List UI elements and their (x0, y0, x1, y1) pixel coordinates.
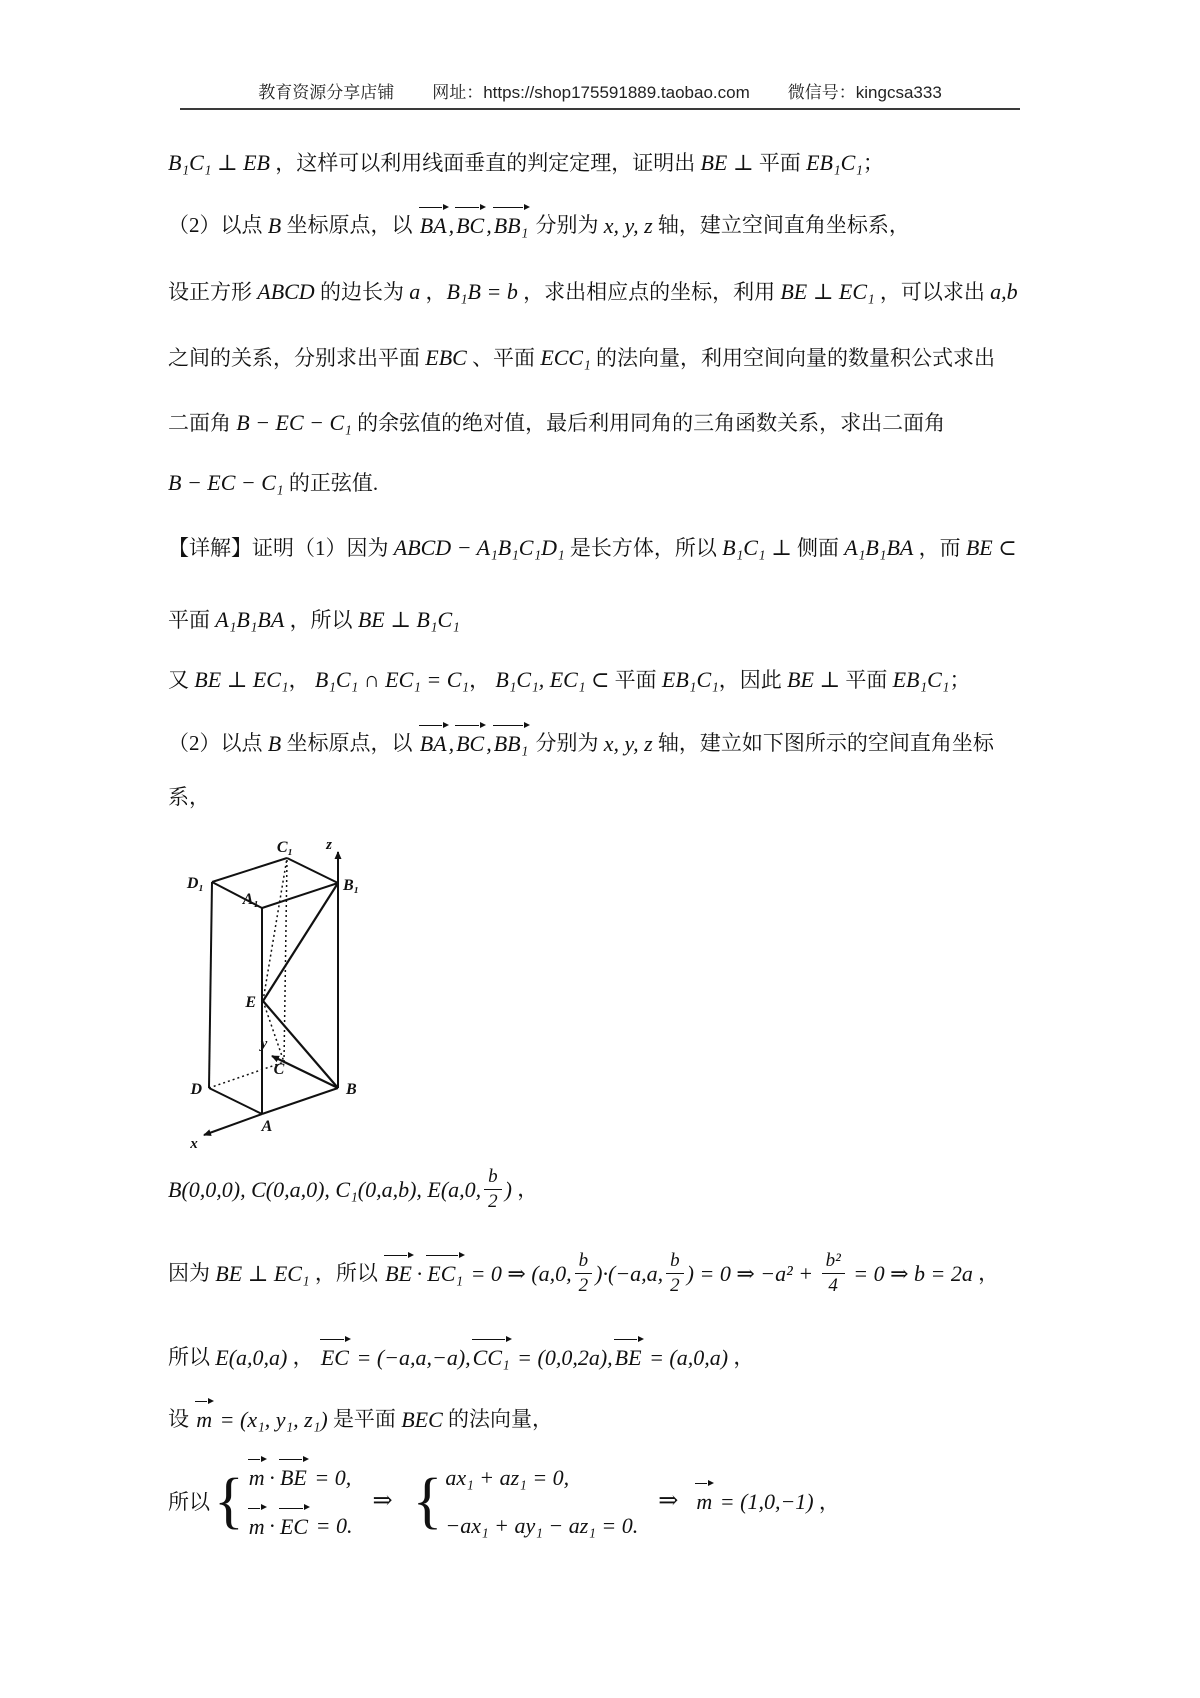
math-run: BE ⊥ EC₁ (780, 279, 875, 304)
math-run: BE ⊂ (965, 535, 1017, 560)
edge-c1b1 (287, 858, 338, 883)
math-run: a (409, 279, 421, 304)
text-run: ， (813, 1489, 840, 1514)
fraction-numerator: b (484, 1166, 502, 1190)
fraction-denominator: 2 (488, 1190, 498, 1212)
text-run: ； (949, 667, 971, 692)
fraction-numerator: b (666, 1250, 684, 1274)
text-run: 的边长为 (314, 279, 410, 304)
vector-ba: BA (420, 728, 447, 759)
doc-line-6 (168, 468, 378, 498)
z-axis-label: z (326, 837, 332, 853)
math-run: A₁B₁BA (215, 607, 285, 632)
text-run: 是长方体，所以 (564, 535, 723, 560)
text-run: ，因此 (718, 667, 788, 692)
vector-ba: BA (420, 210, 447, 241)
text-run: 轴，建立如下图所示的空间直角坐标 (652, 731, 994, 756)
system-rows (247, 1462, 353, 1541)
doc-line-14 (168, 1342, 754, 1373)
system-row: −ax₁ + ay₁ − az₁ = 0. (445, 1512, 639, 1538)
text-run: ， (287, 1345, 319, 1370)
math-run: B₁C₁ ⊥ EB (168, 150, 270, 175)
math-run: ) (504, 1176, 512, 1202)
vector-be: BE (385, 1258, 412, 1289)
math-run: B₁C₁ ⊥ (722, 535, 792, 560)
text-run: 是平面 (327, 1407, 402, 1432)
vector-m: m (696, 1486, 712, 1517)
math-run: EBC (425, 345, 467, 370)
system-row (247, 1511, 353, 1542)
math-run: = 0. (310, 1513, 353, 1539)
math-run: BE ⊥ EC₁ (215, 1260, 310, 1286)
math-run: BE ⊥ (700, 150, 754, 175)
text-run: 所以 (168, 1345, 216, 1370)
doc-line-10 (168, 728, 994, 759)
implies-arrow: ⇒ (372, 1488, 393, 1515)
math-run: B₁B = b (446, 279, 518, 304)
y-axis-label: y (260, 1036, 268, 1052)
math-run: B₁C₁, EC₁ ⊂ (495, 667, 610, 692)
math-run: , (486, 212, 492, 238)
doc-line-11 (168, 783, 210, 811)
text-run: 分别为 (530, 213, 604, 238)
math-run: = 0, (308, 1464, 352, 1490)
doc-line-9 (168, 665, 970, 695)
vector-be: BE (280, 1462, 307, 1493)
edge-d1c1 (212, 858, 287, 882)
text-run: ， (972, 1261, 1000, 1286)
header-shop-name: 教育资源分享店铺 (258, 83, 395, 102)
text-run: ， (511, 1177, 539, 1202)
math-run: B(0,0,0), C(0,a,0), C₁(0,a,b), E(a,0, (168, 1176, 482, 1202)
implies-arrow: ⇒ (658, 1488, 679, 1515)
hidden-segment-ec1 (263, 858, 287, 1001)
hidden-segment-ec (263, 1001, 284, 1062)
vector-bb1: BB₁ (494, 728, 529, 759)
x-axis (204, 1114, 262, 1135)
text-run: 所以 (168, 1489, 210, 1514)
text-run: 平面 (609, 667, 662, 692)
doc-line-1 (168, 148, 884, 178)
header-wechat-id: 微信号：kingcsa333 (787, 83, 942, 102)
page-header (180, 78, 1020, 103)
math-run: = 0 ⇒ (a,0, (465, 1260, 572, 1286)
math-run: BEC (401, 1406, 443, 1432)
edge-a1b1 (262, 883, 338, 908)
vector-ec1: EC₁ (427, 1258, 463, 1289)
math-run: , (486, 730, 492, 756)
edge-ab (262, 1088, 338, 1114)
equation-system-scalars (413, 1463, 639, 1540)
math-run: = 0 ⇒ b = 2a (847, 1260, 973, 1286)
system-rows (445, 1463, 638, 1540)
vertex-label-a1: A₁ (242, 891, 259, 908)
fraction-denominator: 4 (828, 1274, 838, 1296)
vertex-label-d1: D₁ (186, 875, 204, 892)
doc-line-15 (168, 1404, 553, 1435)
text-run: 的法向量， (442, 1407, 553, 1432)
vector-ec: EC (280, 1511, 308, 1542)
math-run: ECC₁ (540, 345, 591, 370)
text-run: 平面 (840, 667, 893, 692)
math-run: = (x₁, y₁, z₁) (214, 1406, 328, 1432)
vertex-label-c: C (273, 1061, 285, 1078)
math-run: A₁B₁BA (844, 535, 914, 560)
text-run: 【详解】证明（1）因为 (168, 535, 394, 560)
math-run: B − EC − C₁ (168, 470, 284, 495)
math-run: x, y, z (603, 212, 653, 238)
fraction (575, 1250, 593, 1297)
math-run: ABCD − A₁B₁C₁D₁ (393, 535, 565, 560)
text-run: 二面角 (168, 410, 237, 435)
math-run: = (a,0,a) (643, 1344, 729, 1370)
text-run: 坐标原点，以 (281, 213, 418, 238)
doc-line-3 (168, 277, 1018, 307)
text-run: 平面 (168, 607, 216, 632)
segment-eb1 (263, 883, 338, 1001)
vector-bc: BC (456, 728, 484, 759)
header-site-url: 网址：https://shop175591889.taobao.com (432, 83, 750, 102)
vector-ec: EC (321, 1342, 349, 1373)
dot-operator: · (268, 1464, 276, 1490)
math-run: B (267, 730, 282, 756)
math-run: EB₁C₁ (892, 667, 950, 692)
text-run: 侧面 (791, 535, 845, 560)
text-run: 又 (168, 667, 195, 692)
text-run: ， (420, 279, 447, 304)
vector-bb1: BB₁ (494, 210, 529, 241)
math-run: E(a,0,a) (215, 1344, 288, 1370)
vertex-label-a: A (261, 1118, 273, 1135)
vector-m: { m (249, 1462, 265, 1493)
text-run: 的余弦值的绝对值，最后利用同角的三角函数关系，求出二面角 (351, 410, 946, 435)
math-run: , (448, 730, 455, 756)
text-run: 、平面 (466, 345, 541, 370)
doc-line-5 (168, 408, 945, 438)
header-rule (180, 108, 1020, 110)
doc-line-7 (168, 533, 1017, 563)
text-run: 坐标原点，以 (281, 731, 418, 756)
vector-bc: BC (456, 210, 484, 241)
text-run: 系， (168, 785, 210, 809)
edge-da (209, 1088, 262, 1114)
text-run: 之间的关系，分别求出平面 (168, 345, 426, 370)
math-run: B (267, 212, 282, 238)
vertex-label-d: D (190, 1081, 202, 1098)
fraction (666, 1250, 684, 1297)
text-run: 的法向量，利用空间向量的数量积公式求出 (590, 345, 995, 370)
text-run: 平面 (753, 150, 807, 175)
math-run: , (448, 212, 455, 238)
text-run: ， (288, 667, 315, 692)
edge-d1d (209, 882, 212, 1088)
math-run: B − EC − C₁ (236, 410, 352, 435)
math-run: BE ⊥ B₁C₁ (357, 607, 460, 632)
doc-line-2 (168, 210, 910, 241)
equation-system-vectors (214, 1462, 352, 1541)
vertex-label-c1: C₁ (276, 839, 294, 856)
prism-figure (158, 836, 398, 1158)
text-run: ； (862, 150, 884, 175)
math-run: BE ⊥ (787, 667, 841, 692)
text-run: 分别为 (530, 731, 604, 756)
text-run: ，求出相应点的坐标，利用 (517, 279, 781, 304)
fraction-denominator: 2 (670, 1274, 680, 1296)
text-run: ，所以 (284, 607, 358, 632)
text-run: 因为 (168, 1261, 216, 1286)
fraction-numerator: b² (822, 1250, 845, 1274)
doc-line-13 (168, 1250, 999, 1297)
text-run: 的正弦值. (283, 470, 379, 495)
vector-cc1: CC₁ (473, 1342, 510, 1373)
math-run: = (1,0,−1) (714, 1488, 814, 1514)
doc-line-12 (168, 1166, 538, 1213)
math-run: ABCD (257, 279, 315, 304)
vector-m: m (249, 1511, 265, 1542)
text-run: ，可以求出 (874, 279, 991, 304)
text-run: 设正方形 (168, 279, 258, 304)
text-run: 轴，建立空间直角坐标系， (652, 213, 910, 238)
vertex-label-b1: B₁ (343, 877, 360, 894)
math-run: )·(−a,a, (595, 1260, 664, 1286)
math-run: B₁C₁ ∩ EC₁ = C₁ (314, 667, 470, 692)
vector-be: BE (615, 1342, 642, 1373)
fraction (484, 1166, 502, 1213)
hidden-edge-cc1 (284, 858, 287, 1062)
dot-operator: · (268, 1513, 276, 1539)
text-run: ， (728, 1345, 755, 1370)
math-run: a,b (990, 279, 1018, 304)
math-run: EB₁C₁ (806, 150, 863, 175)
text-run: ，而 (913, 535, 966, 560)
math-run: ) = 0 ⇒ −a² + (686, 1260, 819, 1286)
math-run: x, y, z (603, 730, 653, 756)
fraction (822, 1250, 845, 1297)
text-run: （2）以点 (168, 213, 268, 238)
dot-operator: · (415, 1260, 424, 1286)
math-run: EB₁C₁ (661, 667, 719, 692)
vertex-label-b: B (346, 1081, 357, 1098)
fraction-denominator: 2 (578, 1274, 589, 1296)
math-run: BE ⊥ EC₁ (194, 667, 289, 692)
fraction-numerator: b (575, 1250, 593, 1274)
math-run: = (−a,a,−a), (350, 1344, 471, 1370)
x-axis-label: x (190, 1136, 198, 1152)
system-row: { ax₁ + az₁ = 0, (445, 1465, 570, 1490)
vector-m: m (196, 1404, 212, 1435)
doc-line-8 (168, 605, 460, 635)
vertex-label-e: E (245, 994, 256, 1011)
system-row (247, 1462, 353, 1493)
doc-line-16 (168, 1462, 840, 1541)
text-run: ，所以 (309, 1261, 384, 1286)
text-run: 设 (168, 1407, 195, 1432)
text-run: （2）以点 (168, 731, 268, 756)
text-run: ， (469, 667, 496, 692)
math-run: = (0,0,2a), (511, 1344, 613, 1370)
doc-line-4 (168, 343, 995, 373)
text-run: ，这样可以利用线面垂直的判定定理，证明出 (269, 150, 701, 175)
